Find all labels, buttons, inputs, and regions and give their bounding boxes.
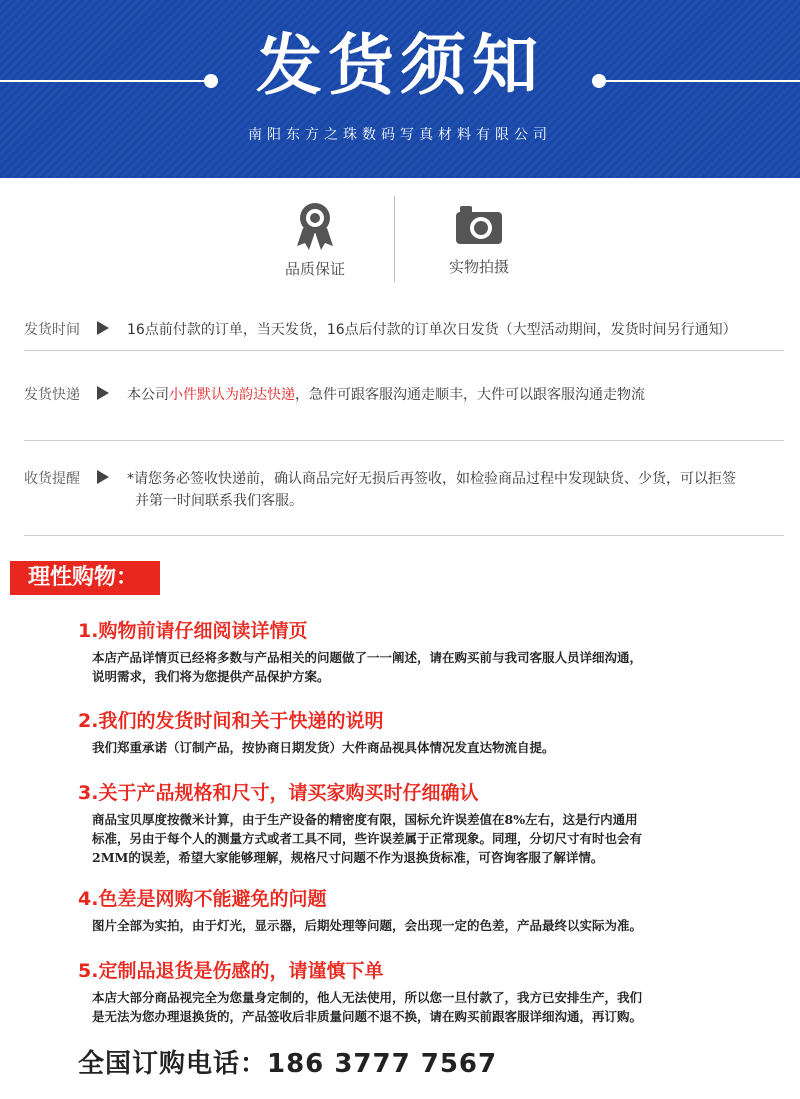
receipt-line2: 并第一时间联系我们客服。 (135, 493, 303, 509)
courier-highlight: 小件默认为韵达快递 (169, 387, 295, 403)
desc-line: 2MM的误差，希望大家能够理解，规格尺寸问题不作为退换货标准，可咨询客服了解详情。 (92, 850, 604, 865)
desc-line: 图片全部为实拍，由于灯光，显示器，后期处理等问题，会出现一定的色差，产品最终以实际为准。 (92, 918, 643, 933)
rational-item-2 (78, 708, 758, 757)
courier-prefix: 本公司 (127, 387, 169, 403)
desc-line: 我们郑重承诺（订制产品，按协商日期发货）大件商品视具体情况发直达物流自提。 (92, 740, 555, 755)
rational-item-desc (78, 810, 758, 867)
photo-badge (414, 200, 544, 277)
play-arrow-icon (97, 470, 109, 484)
rational-item-desc (78, 988, 758, 1026)
page-title: 发货须知 (256, 27, 544, 104)
divider-1 (24, 350, 784, 351)
rational-item-title: 2.我们的发货时间和关于快递的说明 (78, 710, 384, 732)
photo-label: 实物拍摄 (448, 258, 509, 276)
receipt-key: 收货提醒 (24, 471, 80, 487)
camera-icon (452, 200, 506, 250)
rational-shopping-tag: 理性购物： (10, 561, 160, 595)
rational-item-3 (78, 780, 758, 867)
rational-item-title: 5.定制品退货是伤感的，请谨慎下单 (78, 960, 384, 982)
desc-line: 说明需求，我们将为您提供产品保护方案。 (92, 669, 330, 684)
rational-item-title: 3.关于产品规格和尺寸，请买家购买时仔细确认 (78, 782, 479, 804)
shipping-time-value: 16点前付款的订单，当天发货，16点后付款的订单次日发货（大型活动期间，发货时间另行通知） (127, 322, 737, 338)
courier-suffix: ，急件可跟客服沟通走顺丰，大件可以跟客服沟通走物流 (295, 387, 645, 403)
desc-line: 商品宝贝厚度按微米计算，由于生产设备的精密度有限，国标允许误差值在8%左右，这是行内通用 (92, 812, 638, 827)
company-name: 南阳东方之珠数码写真材料有限公司 (248, 127, 552, 143)
rational-item-desc (78, 738, 758, 757)
rational-item-title: 4.色差是网购不能避免的问题 (78, 888, 327, 910)
desc-line: 是无法为您办理退换货的，产品签收后非质量问题不退不换，请在购买前跟客服详细沟通，再订购。 (92, 1009, 643, 1024)
courier-value (127, 384, 792, 406)
receipt-line1: *请您务必签收快递前，确认商品完好无损后再签收，如检验商品过程中发现缺货、少货，可以拒签 (127, 471, 736, 487)
quality-label: 品质保证 (284, 260, 345, 278)
play-arrow-icon (97, 386, 109, 400)
order-phone: 全国订购电话：186 3777 7567 (78, 1049, 498, 1079)
divider-2 (24, 440, 784, 441)
rational-item-desc (78, 648, 758, 686)
rational-item-1 (78, 618, 758, 686)
divider-3 (24, 535, 784, 536)
play-arrow-icon (97, 321, 109, 335)
shipping-time-key: 发货时间 (24, 322, 80, 338)
desc-line: 标准，另由于每个人的测量方式或者工具不同，些许误差属于正常现象。同理，分切尺寸有时也会有 (92, 831, 643, 846)
badge-divider (394, 196, 395, 282)
header-banner (0, 0, 800, 178)
award-ribbon-icon (293, 200, 337, 252)
quality-badge (250, 200, 380, 279)
rational-item-4 (78, 886, 758, 935)
rational-item-desc (78, 916, 758, 935)
receipt-value (127, 468, 792, 512)
desc-line: 本店产品详情页已经将多数与产品相关的问题做了一一阐述，请在购买前与我司客服人员详细沟通， (92, 650, 643, 665)
desc-line: 本店大部分商品视完全为您量身定制的，他人无法使用，所以您一旦付款了，我方已安排生产，我们 (92, 990, 643, 1005)
rational-item-5 (78, 958, 758, 1026)
courier-key: 发货快递 (24, 387, 80, 403)
rational-item-title: 1.购物前请仔细阅读详情页 (78, 620, 308, 642)
